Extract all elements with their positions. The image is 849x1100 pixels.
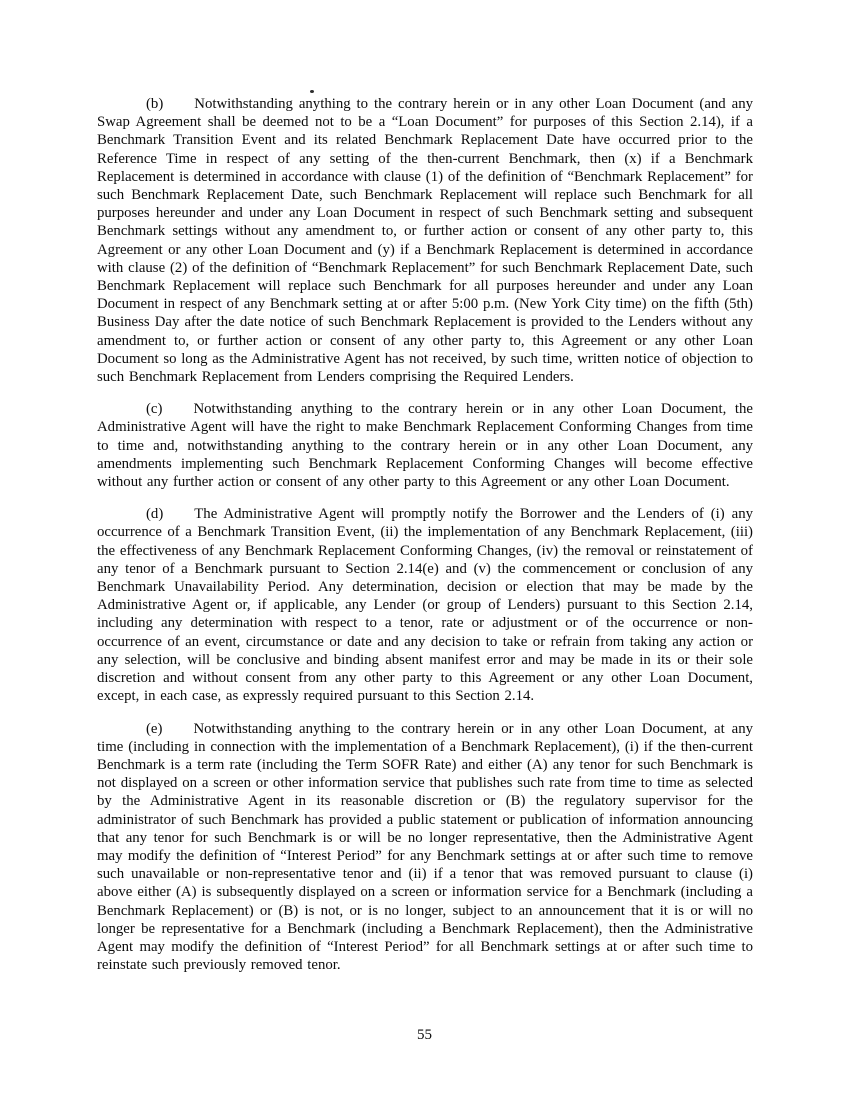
paragraph-e xyxy=(97,720,753,975)
paragraph-b-text: Notwithstanding anything to the contrary herein or in any other Loan Document (and any Swap Agreement shall be deemed not to be a “Loan Document” for purposes of this Section 2.14), if a Benchmark Transition Event and its related Benchmark Replacement Date have occurred prior to the Reference Time in respect of any setting of the then-current Benchmark, then (x) if a Benchmark Replacement is determined in accordance with clause (1) of the definition of “Benchmark Replacement” for such Benchmark Replacement Date, such Benchmark Replacement will replace such Benchmark for all purposes hereunder and under any Loan Document in respect of such Benchmark setting and subsequent Benchmark settings without any amendment to, or further action or consent of any other party to, this Agreement or any other Loan Document and (y) if a Benchmark Replacement is determined in accordance with clause (2) of the definition of “Benchmark Replacement” for such Benchmark Replacement Date, such Benchmark Replacement will replace such Benchmark for all purposes hereunder and under any Loan Document in respect of any Benchmark setting at or after 5:00 p.m. (New York City time) on the fifth (5th) Business Day after the date notice of such Benchmark Replacement is provided to the Lenders without any amendment to, or further action or consent of any other party to, this Agreement or any other Loan Document so long as the Administrative Agent has not received, by such time, written notice of objection to such Benchmark Replacement from Lenders comprising the Required Lenders. xyxy=(97,96,754,386)
paragraph-c-text: Notwithstanding anything to the contrary herein or in any other Loan Document, the Administrative Agent will have the right to make Benchmark Replacement Conforming Changes from time to time and, notwithstanding anything to the contrary herein or in any other Loan Document, any amendments implementing such Benchmark Replacement Conforming Changes will become effective without any further action or consent of any other party to this Agreement or any other Loan Document. xyxy=(97,401,753,491)
page-number: 55 xyxy=(417,1027,432,1043)
paragraph-d-label: (d) xyxy=(146,506,164,523)
paragraph-b xyxy=(97,95,753,386)
paragraph-d xyxy=(97,505,753,705)
paragraph-c xyxy=(97,400,753,491)
scan-artifact-dot xyxy=(310,90,314,93)
paragraph-c-label: (c) xyxy=(146,401,163,418)
paragraph-d-text: The Administrative Agent will promptly notify the Borrower and the Lenders of (i) any occurrence of a Benchmark Transition Event, (ii) the implementation of any Benchmark Replacement, (iii) the effectiveness of any Benchmark Replacement Conforming Changes, (iv) the removal or reinstatement of any tenor of a Benchmark pursuant to Section 2.14(e) and (v) the commencement or conclusion of any Benchmark Unavailability Period. Any determination, decision or election that may be made by the Administrative Agent or, if applicable, any Lender (or group of Lenders) pursuant to this Section 2.14, including any determination with respect to a tenor, rate or adjustment or of the occurrence or non-occurrence of an event, circumstance or date and any decision to take or refrain from taking any action or any selection, will be conclusive and binding absent manifest error and may be made in its or their sole discretion and without consent from any other party to this Agreement or any other Loan Document, except, in each case, as expressly required pursuant to this Section 2.14. xyxy=(97,506,753,705)
paragraph-e-text: Notwithstanding anything to the contrary herein or in any other Loan Document, at any time (including in connection with the implementation of a Benchmark Replacement), (i) if the then-current Benchmark is a term rate (including the Term SOFR Rate) and either (A) any tenor for such Benchmark is not displayed on a screen or other information service that publishes such rate from time to time as selected by the Administrative Agent in its reasonable discretion or (B) the regulatory supervisor for the administrator of such Benchmark has provided a public statement or publication of information announcing that any tenor for such Benchmark is or will be no longer representative, then the Administrative Agent may modify the definition of “Interest Period” for any Benchmark settings at or after such time to remove such unavailable or non-representative tenor and (ii) if a tenor that was removed pursuant to clause (i) above either (A) is subsequently displayed on a screen or information service for a Benchmark (including a Benchmark Replacement) or (B) is not, or is no longer, subject to an announcement that it is or will no longer be representative for a Benchmark (including a Benchmark Replacement), then the Administrative Agent may modify the definition of “Interest Period” for all Benchmark settings at or after such time to reinstate such previously removed tenor. xyxy=(97,720,753,974)
document-body xyxy=(97,95,753,988)
paragraph-b-label: (b) xyxy=(146,96,164,112)
paragraph-e-label: (e) xyxy=(146,720,163,737)
